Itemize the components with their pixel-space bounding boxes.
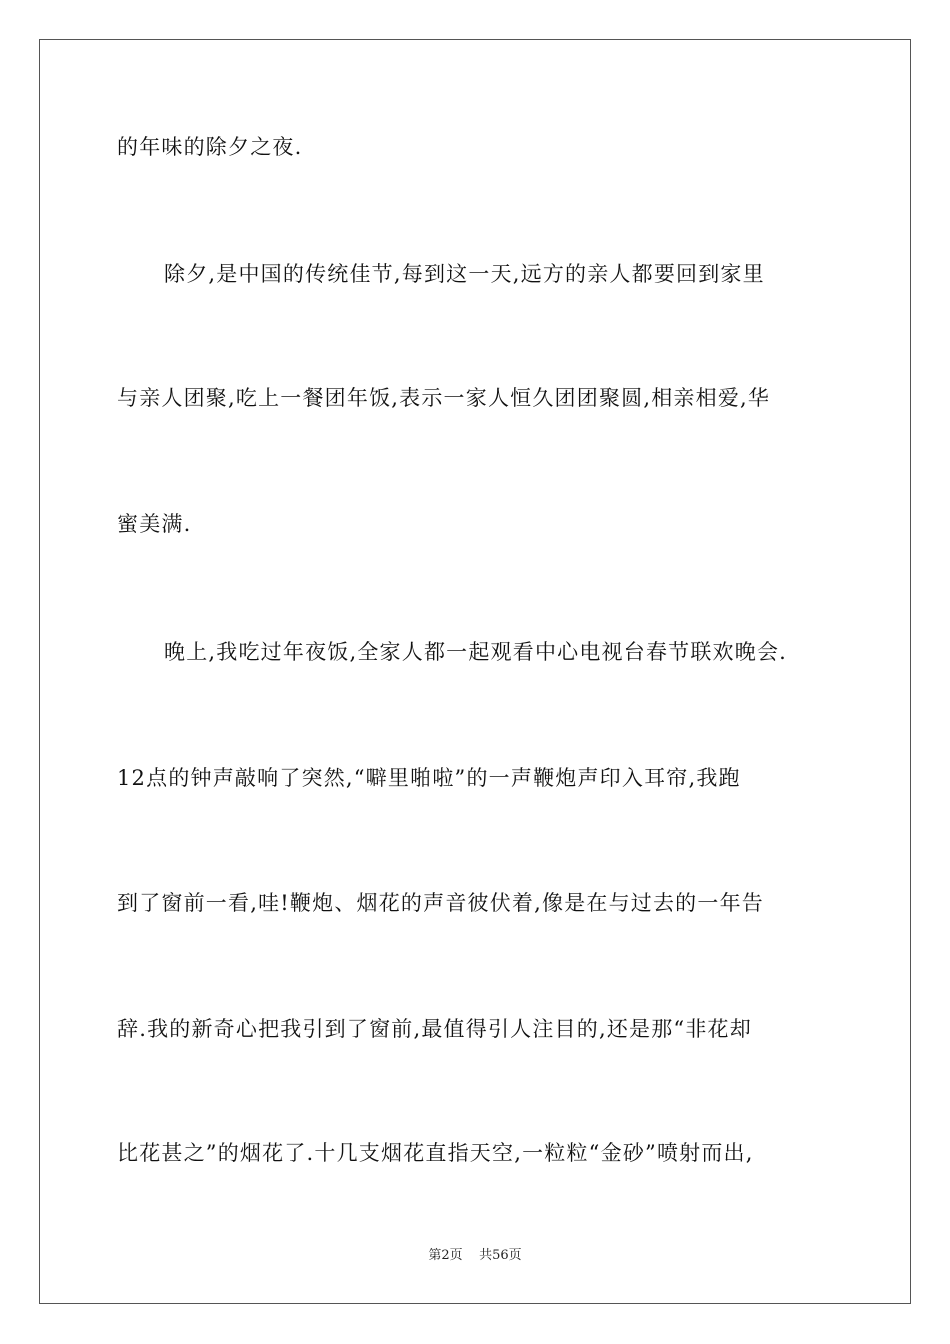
- paragraph-line-8: 辞.我的新奇心把我引到了窗前,最值得引人注目的,还是那“非花却: [117, 1017, 752, 1041]
- page-footer: [0, 1248, 950, 1264]
- page-total: 共56页: [479, 1248, 522, 1263]
- paragraph-line-5: 晚上,我吃过年夜饭,全家人都一起观看中心电视台春节联欢晚会.: [164, 640, 788, 664]
- paragraph-line-3: 与亲人团聚,吃上一餐团年饭,表示一家人恒久团团聚圆,相亲相爱,华: [117, 386, 771, 410]
- paragraph-line-9: 比花甚之”的烟花了.十几支烟花直指天空,一粒粒“金砂”喷射而出,: [117, 1141, 754, 1165]
- paragraph-line-7: 到了窗前一看,哇!鞭炮、烟花的声音彼伏着,像是在与过去的一年告: [117, 891, 764, 915]
- page-border: [39, 39, 911, 1304]
- paragraph-line-1: 的年味的除夕之夜.: [117, 135, 303, 159]
- paragraph-line-6: 12点的钟声敲响了突然,“噼里啪啦”的一声鞭炮声印入耳帘,我跑: [117, 766, 741, 790]
- page-number: 第2页: [428, 1248, 463, 1263]
- paragraph-line-2: 除夕,是中国的传统佳节,每到这一天,远方的亲人都要回到家里: [164, 262, 765, 286]
- paragraph-line-4: 蜜美满.: [117, 512, 192, 536]
